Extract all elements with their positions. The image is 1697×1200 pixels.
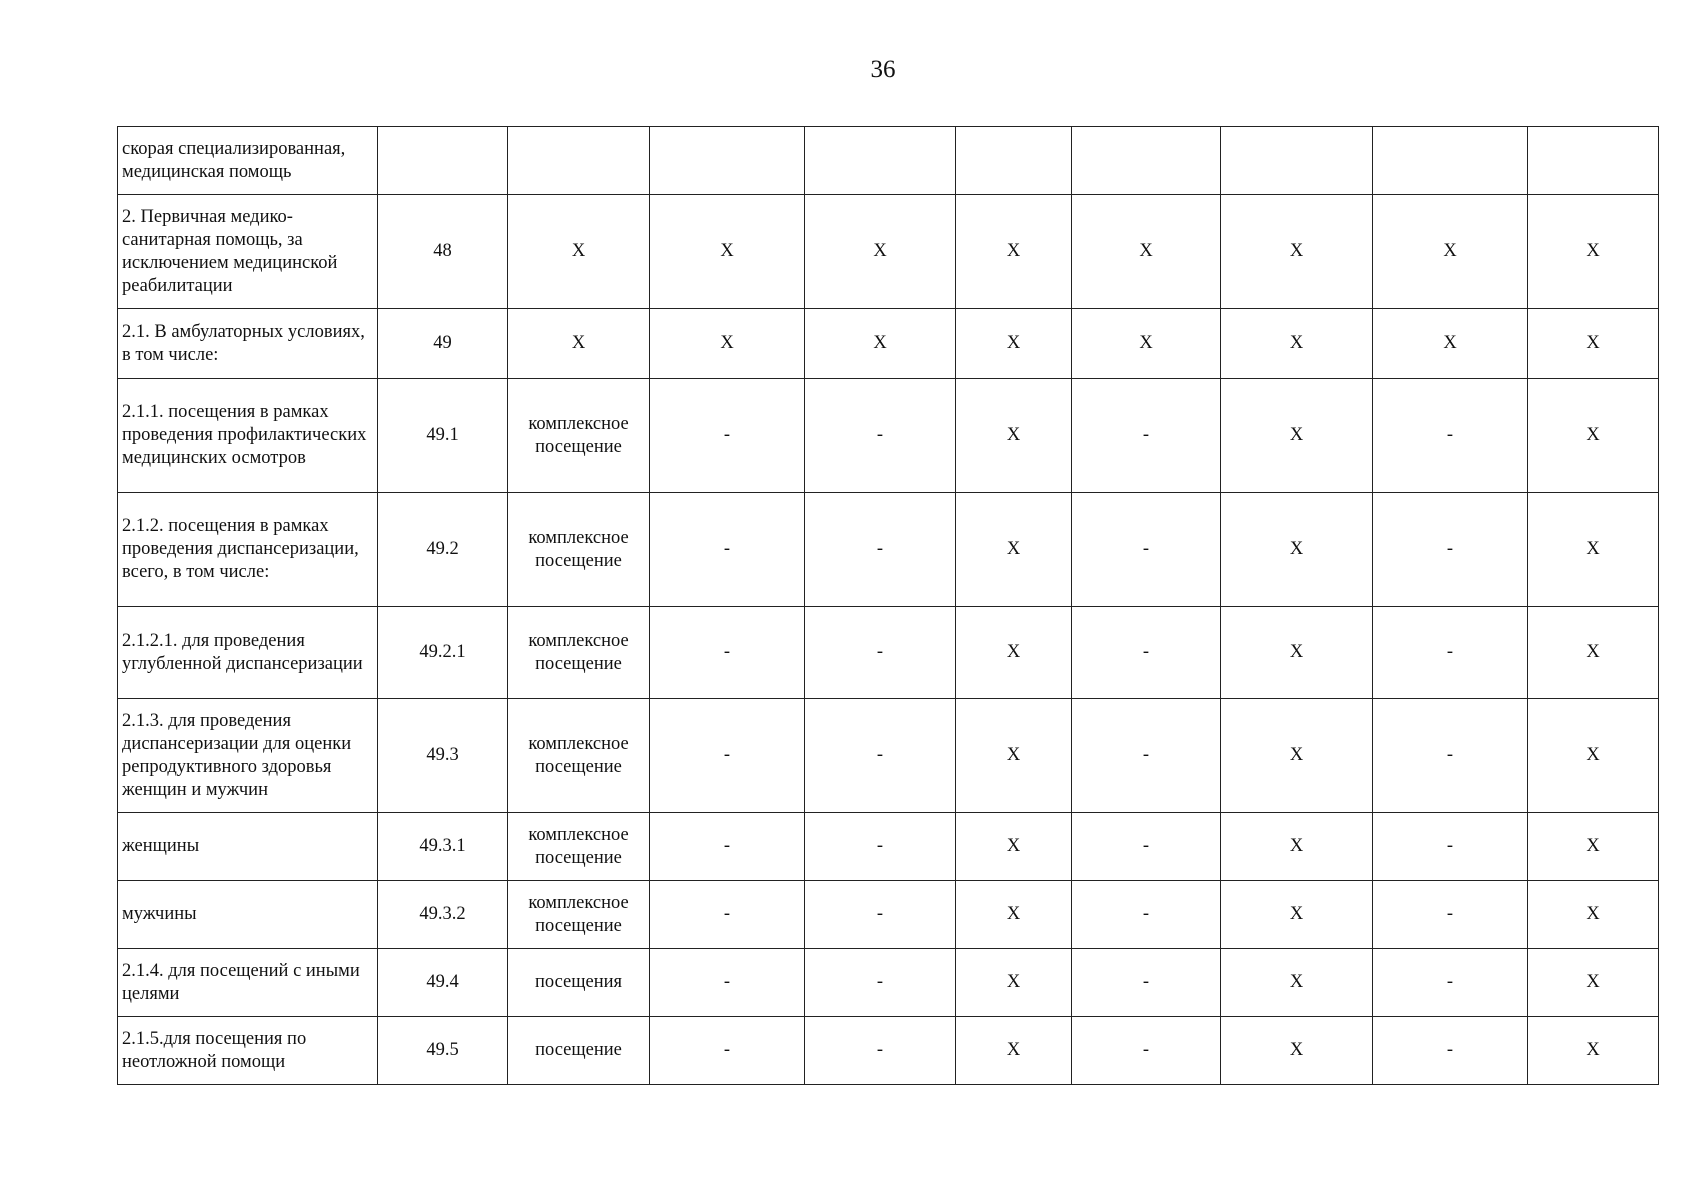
cell-value: Х xyxy=(1221,949,1373,1017)
cell-value: Х xyxy=(1072,309,1221,379)
row-label: 2.1.5.для посещения по неотложной помощи xyxy=(118,1017,378,1085)
cell-value: - xyxy=(805,949,956,1017)
cell-value: Х xyxy=(1528,379,1659,493)
cell-value: - xyxy=(1072,379,1221,493)
cell-value: - xyxy=(1373,881,1528,949)
cell-value: - xyxy=(1072,813,1221,881)
cell-value: - xyxy=(1373,949,1528,1017)
cell-value: - xyxy=(805,813,956,881)
row-code: 49.3 xyxy=(378,699,508,813)
row-unit: посещения xyxy=(508,949,650,1017)
table-row xyxy=(118,699,1659,813)
cell-value: Х xyxy=(1221,309,1373,379)
cell-value: Х xyxy=(956,195,1072,309)
cell-value: Х xyxy=(1221,881,1373,949)
table-row xyxy=(118,195,1659,309)
row-code: 49.5 xyxy=(378,1017,508,1085)
cell-value: Х xyxy=(956,379,1072,493)
cell-value: Х xyxy=(956,493,1072,607)
row-unit: посещение xyxy=(508,1017,650,1085)
cell-value: Х xyxy=(1528,195,1659,309)
cell-value: Х xyxy=(1221,1017,1373,1085)
data-table xyxy=(117,126,1659,1085)
table-row xyxy=(118,127,1659,195)
cell-value: - xyxy=(1373,813,1528,881)
cell-value: - xyxy=(805,1017,956,1085)
cell-value xyxy=(650,127,805,195)
cell-value: Х xyxy=(1528,949,1659,1017)
table-row xyxy=(118,813,1659,881)
cell-value: Х xyxy=(1221,699,1373,813)
row-unit: Х xyxy=(508,195,650,309)
cell-value: Х xyxy=(1373,195,1528,309)
cell-value xyxy=(1072,127,1221,195)
cell-value: - xyxy=(805,607,956,699)
cell-value: - xyxy=(1072,699,1221,813)
row-unit: комплексное посещение xyxy=(508,881,650,949)
cell-value: Х xyxy=(956,699,1072,813)
page-number: 36 xyxy=(870,56,896,83)
table-row xyxy=(118,493,1659,607)
cell-value: - xyxy=(805,699,956,813)
row-unit: комплексное посещение xyxy=(508,379,650,493)
cell-value: Х xyxy=(956,309,1072,379)
row-label: 2.1.1. посещения в рамках проведения профилактических медицинских осмотров xyxy=(118,379,378,493)
row-label: 2.1.2.1. для проведения углубленной диспансеризации xyxy=(118,607,378,699)
table-row xyxy=(118,607,1659,699)
cell-value: Х xyxy=(1221,813,1373,881)
row-code: 48 xyxy=(378,195,508,309)
cell-value: Х xyxy=(1221,493,1373,607)
row-unit: комплексное посещение xyxy=(508,607,650,699)
cell-value: Х xyxy=(1528,881,1659,949)
row-unit: Х xyxy=(508,309,650,379)
cell-value: Х xyxy=(956,813,1072,881)
cell-value: Х xyxy=(1528,813,1659,881)
row-unit: комплексное посещение xyxy=(508,813,650,881)
cell-value: Х xyxy=(1221,195,1373,309)
cell-value: Х xyxy=(650,309,805,379)
row-code: 49.2 xyxy=(378,493,508,607)
cell-value: - xyxy=(805,881,956,949)
cell-value: - xyxy=(805,379,956,493)
row-unit: комплексное посещение xyxy=(508,493,650,607)
cell-value: Х xyxy=(1373,309,1528,379)
row-label: 2.1.3. для проведения диспансеризации для оценки репродуктивного здоровья женщин и мужчин xyxy=(118,699,378,813)
cell-value: - xyxy=(650,607,805,699)
cell-value: Х xyxy=(805,195,956,309)
row-code: 49.3.2 xyxy=(378,881,508,949)
row-label: скорая специализированная, медицинская помощь xyxy=(118,127,378,195)
cell-value: - xyxy=(650,949,805,1017)
table-row xyxy=(118,949,1659,1017)
cell-value: Х xyxy=(1528,309,1659,379)
cell-value: - xyxy=(650,699,805,813)
row-unit xyxy=(508,127,650,195)
cell-value: - xyxy=(650,813,805,881)
cell-value: - xyxy=(805,493,956,607)
row-label: 2.1. В амбулаторных условиях, в том числе: xyxy=(118,309,378,379)
row-label: мужчины xyxy=(118,881,378,949)
cell-value: - xyxy=(1072,881,1221,949)
cell-value: Х xyxy=(956,607,1072,699)
row-label: женщины xyxy=(118,813,378,881)
row-code xyxy=(378,127,508,195)
cell-value: Х xyxy=(956,881,1072,949)
cell-value: - xyxy=(1072,607,1221,699)
cell-value: - xyxy=(1072,949,1221,1017)
cell-value: - xyxy=(1373,493,1528,607)
cell-value: Х xyxy=(805,309,956,379)
cell-value xyxy=(1373,127,1528,195)
cell-value xyxy=(805,127,956,195)
cell-value: - xyxy=(1072,493,1221,607)
cell-value: - xyxy=(1373,607,1528,699)
row-code: 49.4 xyxy=(378,949,508,1017)
row-label: 2.1.4. для посещений с иными целями xyxy=(118,949,378,1017)
row-unit: комплексное посещение xyxy=(508,699,650,813)
cell-value: Х xyxy=(1528,1017,1659,1085)
cell-value: Х xyxy=(650,195,805,309)
cell-value: - xyxy=(650,1017,805,1085)
table-row xyxy=(118,881,1659,949)
row-label: 2.1.2. посещения в рамках проведения диспансеризации, всего, в том числе: xyxy=(118,493,378,607)
row-label: 2. Первичная медико-санитарная помощь, за исключением медицинской реабилитации xyxy=(118,195,378,309)
cell-value: Х xyxy=(1528,607,1659,699)
cell-value: - xyxy=(650,493,805,607)
cell-value: - xyxy=(650,881,805,949)
cell-value: - xyxy=(650,379,805,493)
cell-value: - xyxy=(1373,699,1528,813)
cell-value: Х xyxy=(1528,493,1659,607)
cell-value: Х xyxy=(1528,699,1659,813)
table-row xyxy=(118,1017,1659,1085)
cell-value: Х xyxy=(956,1017,1072,1085)
cell-value: Х xyxy=(1221,607,1373,699)
cell-value: Х xyxy=(1221,379,1373,493)
cell-value xyxy=(1528,127,1659,195)
row-code: 49.3.1 xyxy=(378,813,508,881)
cell-value: - xyxy=(1373,1017,1528,1085)
row-code: 49.1 xyxy=(378,379,508,493)
table-row xyxy=(118,379,1659,493)
table-row xyxy=(118,309,1659,379)
cell-value: - xyxy=(1072,1017,1221,1085)
row-code: 49.2.1 xyxy=(378,607,508,699)
cell-value: Х xyxy=(956,949,1072,1017)
cell-value: Х xyxy=(1072,195,1221,309)
cell-value xyxy=(956,127,1072,195)
cell-value xyxy=(1221,127,1373,195)
cell-value: - xyxy=(1373,379,1528,493)
row-code: 49 xyxy=(378,309,508,379)
